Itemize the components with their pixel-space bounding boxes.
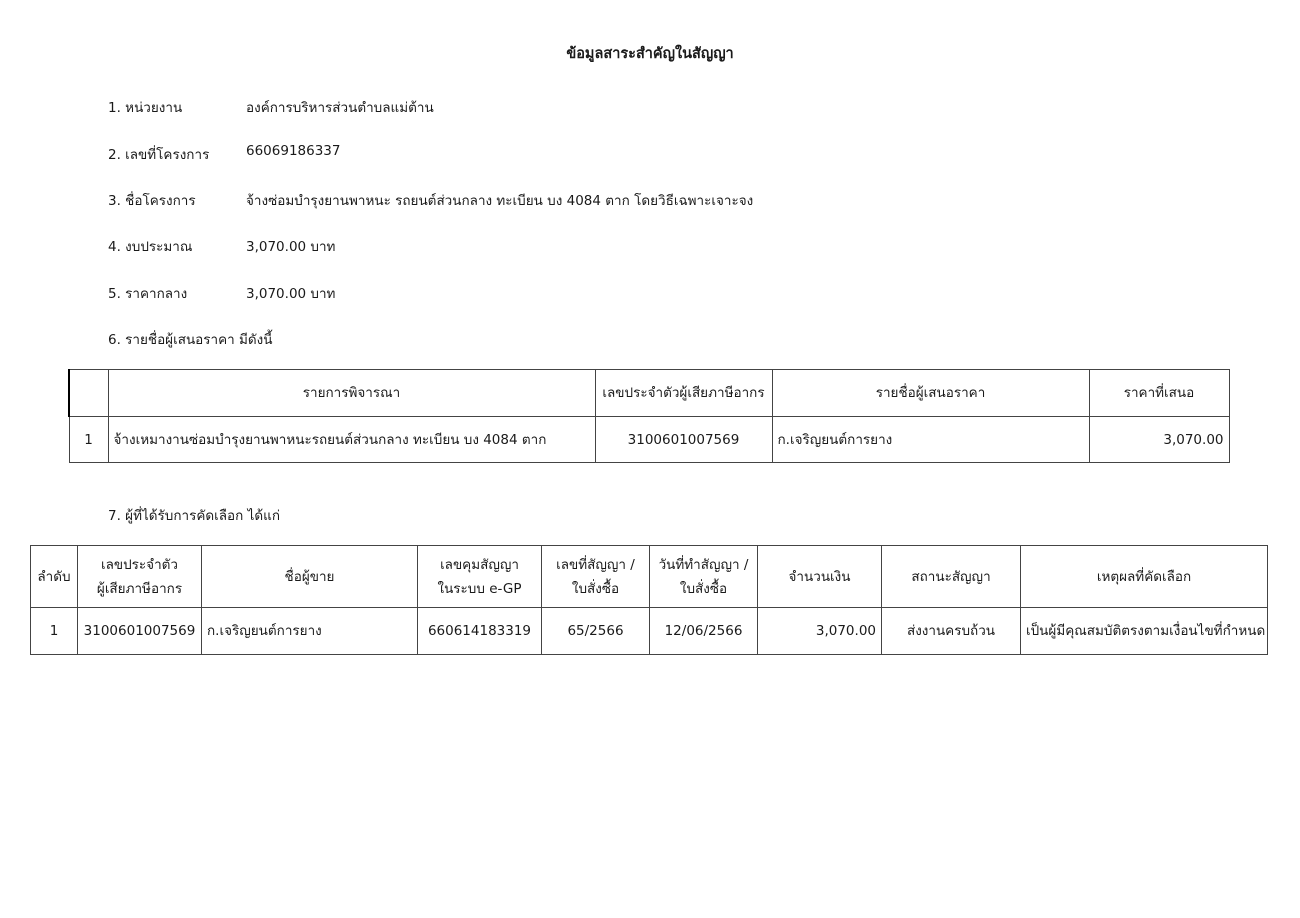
header-line: เลขประจำตัว xyxy=(100,556,179,573)
table-cell: เป็นผู้มีคุณสมบัติตรงตามเงื่อนไขที่กำหนด xyxy=(1021,608,1268,655)
header-line: ใบสั่งซื้อ xyxy=(571,580,620,597)
column-header: ลำดับ xyxy=(31,546,78,608)
table-cell: 3,070.00 xyxy=(1089,417,1229,463)
document-title: ข้อมูลสาระสำคัญในสัญญา xyxy=(566,46,734,62)
info-value: 66069186337 xyxy=(246,143,341,159)
winner-table xyxy=(30,545,1268,655)
table-cell: 3100601007569 xyxy=(595,417,772,463)
bidders-section-label: 6. รายชื่อผู้เสนอราคา มีดังนี้ xyxy=(108,332,273,348)
table-cell: 660614183319 xyxy=(418,608,542,655)
info-value: จ้างซ่อมบำรุงยานพาหนะ รถยนต์ส่วนกลาง ทะเบียน บง 4084 ตาก โดยวิธีเฉพาะเจาะจง xyxy=(246,193,754,209)
header-line: เลขที่สัญญา / xyxy=(556,556,635,573)
table-cell: 3100601007569 xyxy=(78,608,202,655)
table-header-row xyxy=(69,370,1229,417)
column-header xyxy=(69,370,108,417)
table-cell: 12/06/2566 xyxy=(650,608,758,655)
table-cell: ก.เจริญยนต์การยาง xyxy=(772,417,1089,463)
header-line: ผู้เสียภาษีอากร xyxy=(96,580,183,597)
info-label: 1. หน่วยงาน xyxy=(108,100,183,116)
info-label: 4. งบประมาณ xyxy=(108,239,193,255)
bidders-table xyxy=(68,369,1230,463)
table-cell: จ้างเหมางานซ่อมบำรุงยานพาหนะรถยนต์ส่วนกลาง ทะเบียน บง 4084 ตาก xyxy=(108,417,595,463)
info-value: 3,070.00 บาท xyxy=(246,239,336,255)
info-label: 2. เลขที่โครงการ xyxy=(108,147,210,163)
header-line: วันที่ทำสัญญา / xyxy=(658,556,749,573)
table-cell: 1 xyxy=(69,417,108,463)
column-header: ชื่อผู้ขาย xyxy=(202,546,418,608)
info-label: 3. ชื่อโครงการ xyxy=(108,193,196,209)
column-header xyxy=(650,546,758,608)
winner-section-label: 7. ผู้ที่ได้รับการคัดเลือก ได้แก่ xyxy=(108,508,281,524)
header-line: ในระบบ e-GP xyxy=(437,580,522,597)
column-header: จำนวนเงิน xyxy=(758,546,882,608)
table-row xyxy=(31,608,1268,655)
column-header: สถานะสัญญา xyxy=(882,546,1021,608)
table-header-row xyxy=(31,546,1268,608)
column-header: รายชื่อผู้เสนอราคา xyxy=(772,370,1089,417)
column-header: รายการพิจารณา xyxy=(108,370,595,417)
info-value: องค์การบริหารส่วนตำบลแม่ต้าน xyxy=(246,100,434,116)
column-header: ราคาที่เสนอ xyxy=(1089,370,1229,417)
column-header: เลขประจำตัวผู้เสียภาษีอากร xyxy=(595,370,772,417)
table-cell: ส่งงานครบถ้วน xyxy=(882,608,1021,655)
info-label: 5. ราคากลาง xyxy=(108,286,188,302)
column-header xyxy=(78,546,202,608)
table-row xyxy=(69,417,1229,463)
header-line: เลขคุมสัญญา xyxy=(440,556,519,573)
info-value: 3,070.00 บาท xyxy=(246,286,336,302)
column-header xyxy=(542,546,650,608)
column-header xyxy=(418,546,542,608)
column-header: เหตุผลที่คัดเลือก xyxy=(1021,546,1268,608)
header-line: ใบสั่งซื้อ xyxy=(679,580,728,597)
table-cell: 65/2566 xyxy=(542,608,650,655)
table-cell: 3,070.00 xyxy=(758,608,882,655)
table-cell: ก.เจริญยนต์การยาง xyxy=(202,608,418,655)
table-cell: 1 xyxy=(31,608,78,655)
